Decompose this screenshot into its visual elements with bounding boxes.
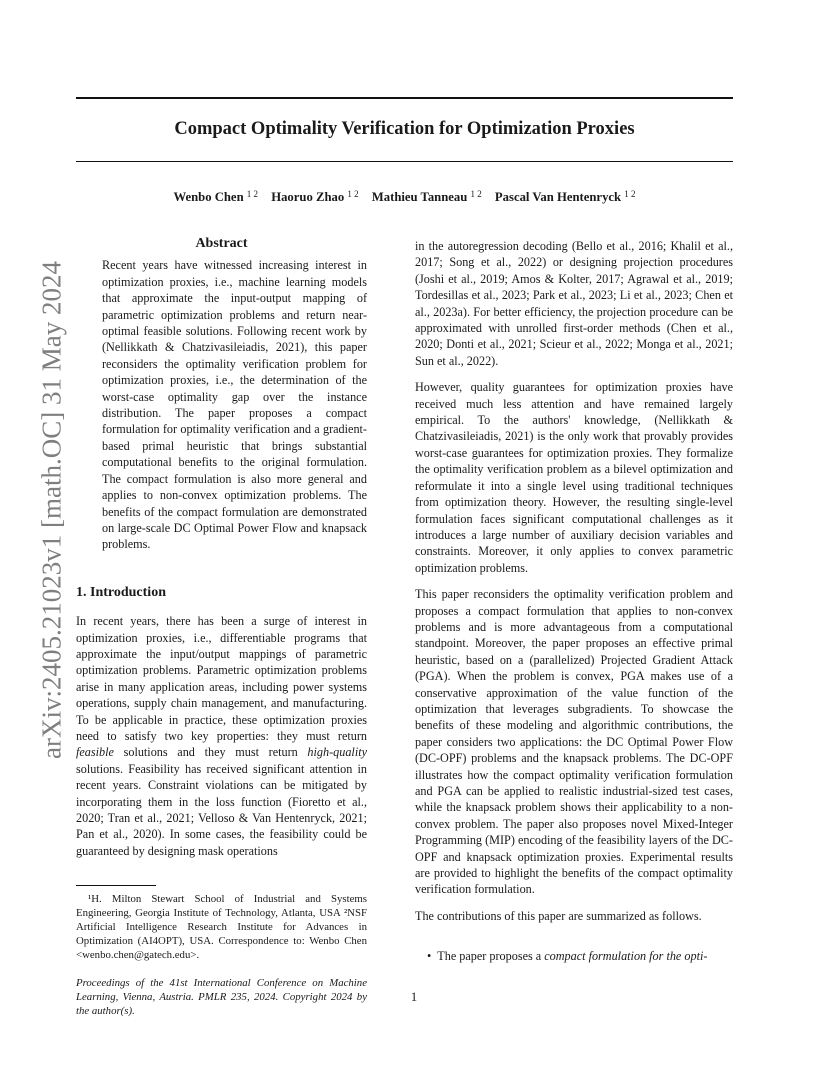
intro-paragraph: In recent years, there has been a surge of interest in optimization proxies, i.e., differentiable programs that approximate the input/output mappings of parametric optimization problems. Parametric optimization problems arise in many application areas, including power systems operations, supply chain management, and manufacturing. To be applicable in practice, these optimization proxies need to satisfy two key properties: they must return feasible solutions and they must return high-quality solutions. Feasibility has received significant attention in recent years. Constraint violations can be mitigated by incorporating them in the loss function (Fioretto et al., 2020; Tran et al., 2021; Velloso & Van Hentenryck, 2021; Pan et al., 2020). In some cases, the feasibility could be guaranteed by designing mask operations <box>76 614 367 858</box>
abstract-heading: Abstract <box>195 236 248 251</box>
author-affiliation: 1 2 <box>624 189 636 199</box>
abstract-text: Recent years have witnessed increasing interest in optimization proxies, i.e., machine learning models that approximate the input-output mapping of parametric optimization problems and return near-optimal feasible solutions. Following recent work by (Nellikkath & Chatzivasileiadis, 2021), this paper reconsiders the optimality verification problem for optimization proxies, i.e., the determination of the worst-case optimality gap over the instance distribution. The paper proposes a compact formulation for optimality verification and a gradient-based primal heuristic that brings substantial computational benefits to the original formulation. The compact formulation is also more general and applies to non-convex optimization problems. The benefits of the compact formulation are demonstrated on large-scale DC Optimal Power Flow and knapsack problems. <box>102 258 367 552</box>
author: Haoruo Zhao $^{1 2}$ <box>271 189 359 204</box>
right-column <box>415 238 733 965</box>
proceedings-note: Proceedings of the 41st International Conference on Machine Learning, Vienna, Austria. PMLR 235, 2024. Copyright 2024 by the author(s). <box>76 977 367 1018</box>
arxiv-side-stamp: arXiv:2405.21023v1 [math.OC] 31 May 2024 <box>36 261 67 759</box>
left-column <box>76 236 367 1018</box>
page-number: 1 <box>410 990 418 1004</box>
author: Mathieu Tanneau $^{1 2}$ <box>371 189 482 204</box>
author: Wenbo Chen $^{1 2}$ <box>173 189 259 204</box>
affiliation-footnote: ¹H. Milton Stewart School of Industrial and Systems Engineering, Georgia Institute of Technology, Atlanta, USA ²NSF Artificial Intelligence Research Institute for Advances in Optimization (AI4OPT), USA. Correspondence to: Wenbo Chen <wenbo.chen@gatech.edu>. <box>76 893 367 962</box>
paper-title: Compact Optimality Verification for Optimization Proxies <box>174 119 635 139</box>
author-list <box>76 189 733 205</box>
title-rule-bottom <box>76 161 733 162</box>
body-paragraph: This paper reconsiders the optimality verification problem and proposes a compact formulation that applies to non-convex problems and is more advantageous from a computational standpoint. Moreover, the paper proposes an effective primal heuristic, based on a (parallelized) Projected Gradient Attack (PGA). When the problem is convex, PGA makes use of a conservative approximation of the value function of the optimization that leverages subgradients. To showcase the benefits of these modeling and algorithmic contributions, the paper considers two applications: the DC Optimal Power Flow (DC-OPF) problems and the knapsack problems. The DC-OPF illustrates how the compact optimality verification formulation and PGA can be applied to realistic industrial-sized test cases, while the knapsack problem shows their applicability to a non-convex problem. The paper also proposes novel Mixed-Integer Programming (MIP) encoding of the feasibility layers of the DC-OPF and knapsack optimization proxies. Experimental results are provided to highlight the benefits of the compact optimality verification formulation. <box>415 587 733 897</box>
author-affiliation: 1 2 <box>347 189 359 199</box>
author: Pascal Van Hentenryck $^{1 2}$ <box>494 189 636 204</box>
title-rule-top <box>76 97 733 99</box>
author-affiliation: 1 2 <box>246 189 259 199</box>
contribution-bullet: • The paper proposes a compact formulation for the opti- <box>427 949 708 964</box>
body-paragraph: However, quality guarantees for optimization proxies have received much less attention and have remained largely empirical. To the authors' knowledge, (Nellikkath & Chatzivasileiadis, 2021) is the only work that provably provides worst-case guarantees for optimization proxies. They formalize the optimality verification problem as a bilevel optimization and reformulate it into a single level using traditional techniques from optimization theory. However, the resulting single-level formulation faces significant computational challenges as it introduces a large number of auxiliary decision variables and constraints. Moreover, it only applies to convex parametric optimization problems. <box>415 380 733 575</box>
footnote-rule <box>76 885 156 886</box>
author-affiliation: 1 2 <box>470 189 482 199</box>
body-paragraph: The contributions of this paper are summarized as follows. <box>415 908 702 923</box>
section-heading-introduction: 1. Introduction <box>76 584 166 600</box>
body-paragraph: in the autoregression decoding (Bello et al., 2016; Khalil et al., 2017; Song et al., 2022) or designing projection procedures (Joshi et al., 2019; Amos & Kolter, 2017; Agrawal et al., 2019; Tordesillas et al., 2023; Park et al., 2023; Li et al., 2023; Chen et al., 2023a). For better efficiency, the projection procedure can be approximated with unrolled first-order methods (Chen et al., 2020; Donti et al., 2021; Scieur et al., 2022; Monga et al., 2021; Sun et al., 2022). <box>415 239 733 368</box>
bullet-icon: • <box>427 949 432 964</box>
